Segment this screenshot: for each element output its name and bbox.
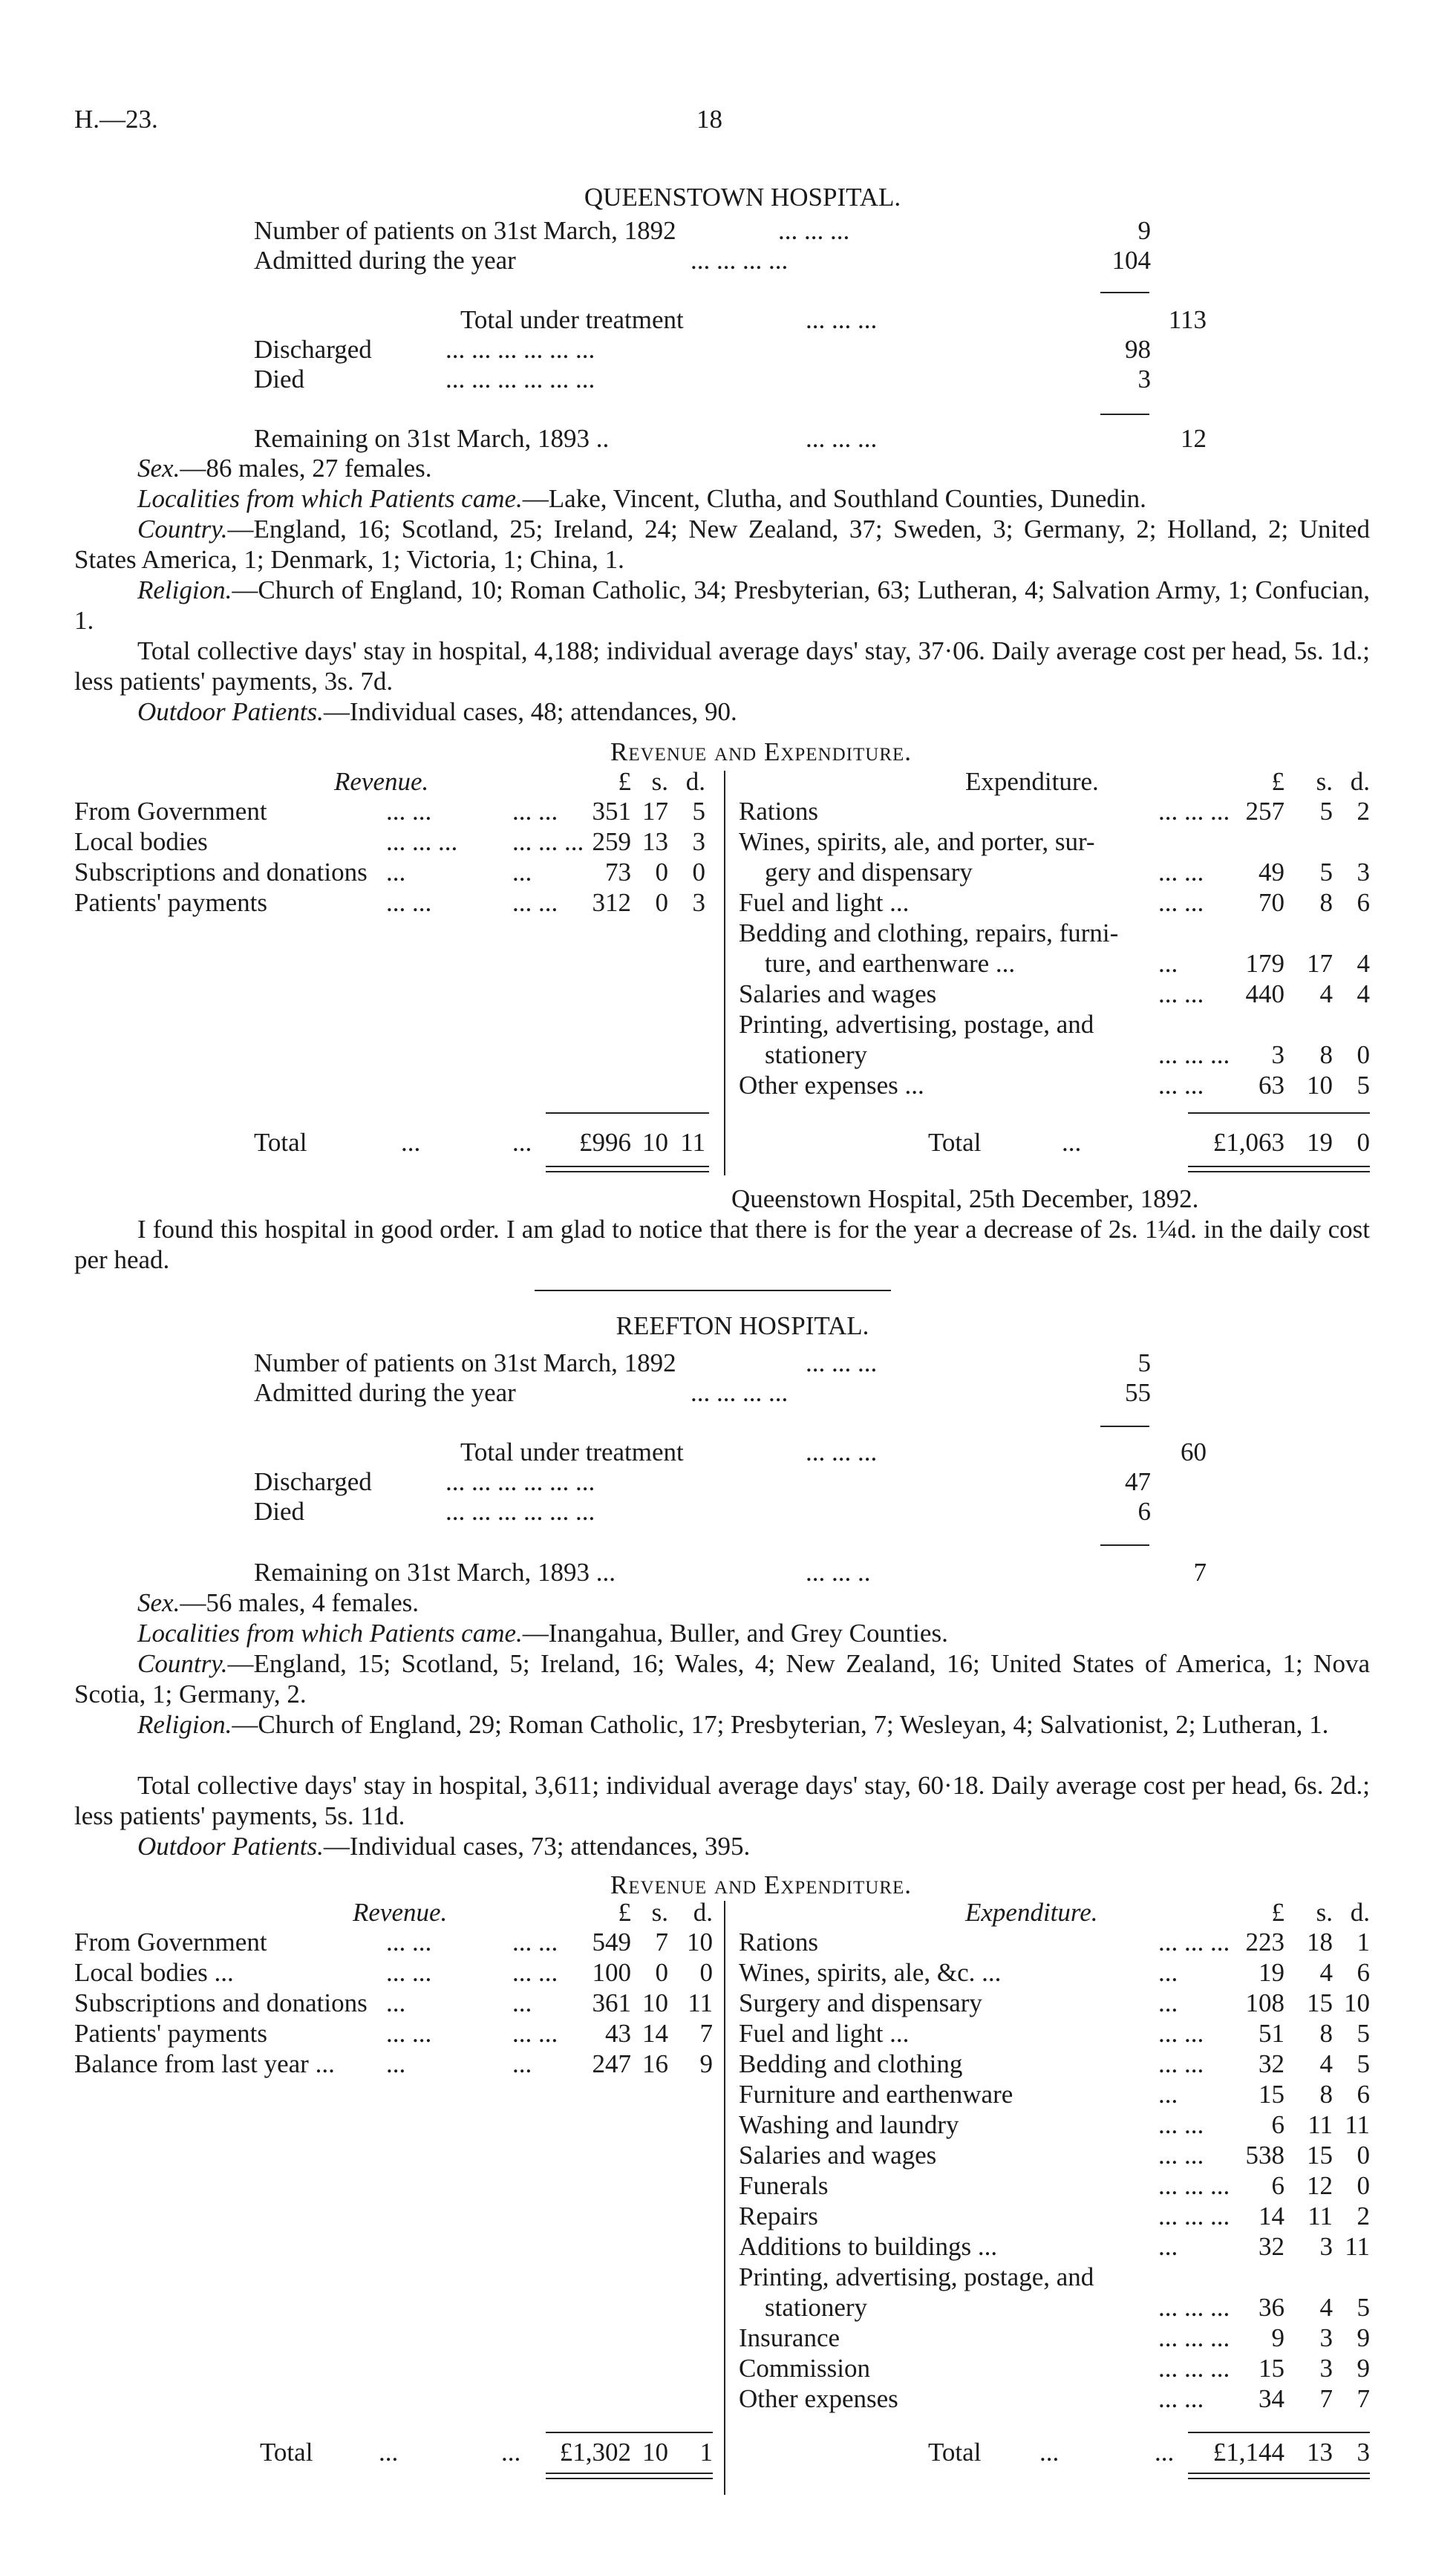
expenditure-item-pounds: 70 [1259, 888, 1284, 917]
expenditure-item-pence: 1 [1357, 1928, 1370, 1957]
expenditure-item-label: Printing, advertising, postage, and [739, 1010, 1094, 1039]
revenue-item-pence: 3 [692, 827, 705, 856]
expenditure-item-leader: ... ... [1158, 2049, 1204, 2078]
expenditure-item-shillings: 3 [1319, 2232, 1333, 2261]
col-shillings: s. [651, 767, 668, 796]
expenditure-item-pounds: 15 [1259, 2080, 1284, 2109]
stat-leader: ... ... ... ... ... ... [445, 1497, 595, 1526]
double-rule [546, 2473, 713, 2479]
expenditure-item-shillings: 18 [1307, 1928, 1333, 1957]
expenditure-item-pounds: 32 [1259, 2232, 1284, 2261]
expenditure-item-shillings: 15 [1307, 2141, 1333, 2170]
revenue-item-shillings: 10 [642, 1988, 668, 2017]
expenditure-item-leader: ... ... [1158, 2141, 1204, 2170]
revenue-item-leader: ... [386, 858, 406, 887]
col-pence: d. [693, 1898, 713, 1927]
revenue-item-pence: 5 [692, 797, 705, 826]
expenditure-item-label: Wines, spirits, ale, and porter, sur- [739, 827, 1095, 856]
stat-label: Remaining on 31st March, 1893 ... [254, 1558, 616, 1587]
expenditure-item-shillings: 17 [1307, 949, 1333, 978]
total-leader: ... [501, 2438, 521, 2467]
expenditure-item-pence: 5 [1357, 2293, 1370, 2322]
expenditure-item-leader: ... ... ... [1158, 797, 1230, 826]
revenue-item-label: Subscriptions and donations [74, 858, 368, 887]
stat-label: Number of patients on 31st March, 1892 [254, 216, 676, 245]
expenditure-item-label: Additions to buildings ... [739, 2232, 998, 2261]
expenditure-item-label: stationery [765, 1040, 868, 1069]
total-label: Total [928, 2438, 982, 2467]
stat-label: Admitted during the year [254, 246, 516, 275]
expenditure-item-leader: ... ... ... [1158, 2202, 1230, 2230]
expenditure-item-label: Salaries and wages [739, 2141, 937, 2170]
revenue-total-pounds: £1,302 [559, 2438, 631, 2467]
stat-label: Total under treatment [460, 305, 684, 334]
revenue-item-label: Local bodies ... [74, 1958, 234, 1987]
expenditure-item-shillings: 8 [1319, 2019, 1333, 2048]
expenditure-item-leader: ... ... [1158, 2384, 1204, 2413]
expenditure-item-leader: ... ... ... [1158, 2323, 1230, 2352]
stat-leader: ... ... ... [806, 1348, 878, 1377]
expenditure-item-leader: ... ... [1158, 979, 1204, 1008]
col-pounds: £ [1271, 1898, 1284, 1927]
revenue-item-leader: ... ... [386, 797, 432, 826]
expenditure-item-shillings: 11 [1308, 2110, 1333, 2139]
stat-value: 7 [1193, 1558, 1207, 1587]
expenditure-item-pence: 9 [1357, 2323, 1370, 2352]
expenditure-item-leader: ... ... [1158, 2110, 1204, 2139]
expenditure-item-pounds: 34 [1259, 2384, 1284, 2413]
col-pence: d. [685, 767, 705, 796]
revenue-item-label: From Government [74, 797, 267, 826]
revenue-total-shillings: 10 [642, 2438, 668, 2467]
total-rule [546, 1112, 709, 1114]
total-leader: ... [401, 1128, 421, 1157]
expenditure-item-pounds: 6 [1271, 2171, 1284, 2200]
expenditure-item-label: Furniture and earthenware [739, 2080, 1013, 2109]
revenue-item-leader: ... [386, 1988, 406, 2017]
revenue-item-pence: 11 [688, 1988, 713, 2017]
stat-leader: ... ... ... [806, 305, 878, 334]
stat-label: Discharged [254, 335, 372, 364]
expenditure-item-leader: ... [1158, 2080, 1178, 2109]
stat-leader: ... ... ... ... [691, 1378, 789, 1407]
expenditure-item-shillings: 3 [1319, 2323, 1333, 2352]
expenditure-item-label: Fuel and light ... [739, 2019, 910, 2048]
total-rule [1188, 2432, 1370, 2433]
doc-code: H.—23. [74, 105, 158, 134]
expenditure-item-pounds: 49 [1259, 858, 1284, 887]
stat-value: 9 [1137, 216, 1151, 245]
expenditure-item-label: Bedding and clothing, repairs, furni- [739, 918, 1119, 947]
stat-value: 3 [1137, 365, 1151, 394]
expenditure-item-shillings: 5 [1319, 797, 1333, 826]
stat-value: 5 [1137, 1348, 1151, 1377]
double-rule [1188, 1166, 1370, 1172]
expenditure-item-label: Commission [739, 2354, 870, 2383]
expenditure-item-leader: ... ... ... [1158, 2354, 1230, 2383]
expenditure-item-leader: ... [1158, 1958, 1178, 1987]
expenditure-item-pounds: 3 [1271, 1040, 1284, 1069]
expenditure-item-pounds: 32 [1259, 2049, 1284, 2078]
expenditure-item-pence: 0 [1357, 2171, 1370, 2200]
revenue-item-leader: ... ... [512, 888, 558, 917]
revenue-item-label: Subscriptions and donations [74, 1988, 368, 2017]
expenditure-item-pence: 0 [1357, 2141, 1370, 2170]
revenue-item-leader: ... [386, 2049, 406, 2078]
revenue-item-leader: ... ... ... [512, 827, 584, 856]
total-rule [546, 2432, 713, 2433]
revenue-item-leader: ... ... [512, 2019, 558, 2048]
revenue-item-pounds: 100 [592, 1958, 631, 1987]
expenditure-item-shillings: 3 [1319, 2354, 1333, 2383]
stat-leader: ... ... .. [806, 1558, 871, 1587]
expenditure-item-label: Rations [739, 797, 818, 826]
expenditure-item-label: stationery [765, 2293, 868, 2322]
column-divider [724, 1901, 725, 2495]
expenditure-heading: Expenditure. [965, 1898, 1098, 1927]
revenue-item-leader: ... ... [386, 1928, 432, 1957]
revenue-item-pounds: 361 [592, 1988, 631, 2017]
total-leader: ... [512, 1128, 532, 1157]
expenditure-item-pounds: 6 [1271, 2110, 1284, 2139]
revenue-total-pence: 11 [680, 1128, 705, 1157]
signature-line: Queenstown Hospital, 25th December, 1892. [731, 1184, 1199, 1213]
expenditure-total-shillings: 19 [1307, 1128, 1333, 1157]
sex-line: Sex.—86 males, 27 females. [137, 454, 432, 483]
expenditure-item-shillings: 8 [1319, 888, 1333, 917]
expenditure-item-pounds: 19 [1259, 1958, 1284, 1987]
localities-line: Localities from which Patients came.—Inangahua, Buller, and Grey Counties. [137, 1619, 948, 1648]
revenue-heading: Revenue. [353, 1898, 448, 1927]
expenditure-item-pence: 3 [1357, 858, 1370, 887]
expenditure-item-shillings: 4 [1319, 2293, 1333, 2322]
revenue-item-leader: ... ... [386, 1958, 432, 1987]
page-number: 18 [696, 105, 722, 134]
revenue-item-leader: ... ... [512, 1928, 558, 1957]
stat-label: Total under treatment [460, 1437, 684, 1466]
section-title: QUEENSTOWN HOSPITAL. [584, 183, 901, 212]
country-paragraph: Country.—England, 16; Scotland, 25; Ireland, 24; New Zealand, 37; Sweden, 3; Germany, 2; Holland, 2; United States America, 1; Denmark, 1; Victoria, 1; China, 1. [74, 515, 1370, 574]
expenditure-heading: Expenditure. [965, 767, 1099, 796]
stat-leader: ... ... ... ... ... ... [445, 335, 595, 364]
expenditure-item-pounds: 14 [1259, 2202, 1284, 2230]
expenditure-item-pence: 11 [1345, 2110, 1370, 2139]
expenditure-item-shillings: 10 [1307, 1071, 1333, 1100]
revenue-item-leader: ... [512, 2049, 532, 2078]
expenditure-item-label: gery and dispensary [765, 858, 973, 887]
column-divider [724, 771, 725, 1175]
expenditure-item-leader: ... ... [1158, 888, 1204, 917]
col-shillings: s. [651, 1898, 668, 1927]
revenue-item-leader: ... ... [512, 797, 558, 826]
revenue-item-label: Local bodies [74, 827, 208, 856]
stat-label: Admitted during the year [254, 1378, 516, 1407]
revenue-item-label: Patients' payments [74, 2019, 268, 2048]
religion-paragraph: Religion.—Church of England, 10; Roman Catholic, 34; Presbyterian, 63; Lutheran, 4; Salvation Army, 1; Confucian, 1. [74, 575, 1370, 635]
col-shillings: s. [1316, 1898, 1333, 1927]
stat-leader: ... ... ... ... ... ... [445, 1467, 595, 1496]
expenditure-item-pounds: 51 [1259, 2019, 1284, 2048]
religion-paragraph: Religion.—Church of England, 29; Roman Catholic, 17; Presbyterian, 7; Wesleyan, 4; Salvationist, 2; Lutheran, 1. [137, 1710, 1329, 1739]
stat-value: 113 [1168, 305, 1207, 334]
revenue-item-pounds: 312 [592, 888, 631, 917]
stat-label: Number of patients on 31st March, 1892 [254, 1348, 676, 1377]
revenue-total-pounds: £996 [579, 1128, 631, 1157]
expenditure-item-pounds: 9 [1271, 2323, 1284, 2352]
revenue-item-pence: 0 [692, 858, 705, 887]
expenditure-item-pence: 0 [1357, 1040, 1370, 1069]
revenue-item-leader: ... ... [386, 888, 432, 917]
expenditure-item-pounds: 36 [1259, 2293, 1284, 2322]
expenditure-item-label: Fuel and light ... [739, 888, 910, 917]
expenditure-item-label: Bedding and clothing [739, 2049, 963, 2078]
sex-line: Sex.—56 males, 4 females. [137, 1588, 420, 1617]
total-leader: ... [1155, 2438, 1175, 2467]
revenue-item-shillings: 13 [642, 827, 668, 856]
stat-leader: ... ... ... [806, 424, 878, 453]
stat-leader: ... ... ... [778, 216, 850, 245]
stat-value: 12 [1181, 424, 1207, 453]
total-label: Total [260, 2438, 313, 2467]
expenditure-item-pence: 9 [1357, 2354, 1370, 2383]
expenditure-item-pounds: 538 [1245, 2141, 1284, 2170]
col-pounds: £ [618, 1898, 631, 1927]
expenditure-item-leader: ... ... ... [1158, 1040, 1230, 1069]
stat-leader: ... ... ... ... ... ... [445, 365, 595, 394]
expenditure-item-label: Wines, spirits, ale, &c. ... [739, 1958, 1002, 1987]
expenditure-item-leader: ... ... ... [1158, 2171, 1230, 2200]
expenditure-item-pence: 2 [1357, 797, 1370, 826]
expenditure-item-leader: ... [1158, 1988, 1178, 2017]
section-separator [535, 1290, 891, 1291]
expenditure-item-label: Rations [739, 1928, 818, 1957]
days-paragraph: Total collective days' stay in hospital, 3,611; individual average days' stay, 60·18. Daily average cost per head, 6s. 2d.; less patients' payments, 5s. 11d. [74, 1771, 1370, 1830]
expenditure-item-pounds: 179 [1245, 949, 1284, 978]
expenditure-item-label: Salaries and wages [739, 979, 937, 1008]
outdoor-line: Outdoor Patients.—Individual cases, 73; attendances, 395. [137, 1832, 751, 1861]
sum-rule [1100, 292, 1149, 293]
expenditure-total-pence: 0 [1357, 1128, 1370, 1157]
expenditure-item-label: Repairs [739, 2202, 818, 2230]
total-label: Total [254, 1128, 307, 1157]
sum-rule [1100, 414, 1149, 415]
stat-leader: ... ... ... [806, 1437, 878, 1466]
revenue-item-pence: 10 [687, 1928, 713, 1957]
sum-rule [1100, 1544, 1149, 1546]
col-pounds: £ [618, 767, 631, 796]
expenditure-item-label: ture, and earthenware ... [765, 949, 1016, 978]
expenditure-item-shillings: 4 [1319, 2049, 1333, 2078]
expenditure-item-shillings: 15 [1307, 1988, 1333, 2017]
expenditure-item-shillings: 8 [1319, 2080, 1333, 2109]
expenditure-item-shillings: 11 [1308, 2202, 1333, 2230]
revenue-item-pounds: 73 [605, 858, 631, 887]
expenditure-item-leader: ... ... ... [1158, 1928, 1230, 1957]
revenue-item-label: Patients' payments [74, 888, 268, 917]
col-pounds: £ [1271, 767, 1284, 796]
expenditure-item-pounds: 257 [1245, 797, 1284, 826]
revenue-item-shillings: 7 [655, 1928, 668, 1957]
expenditure-item-pence: 5 [1357, 1071, 1370, 1100]
total-leader: ... [1039, 2438, 1060, 2467]
revenue-item-shillings: 0 [655, 888, 668, 917]
expenditure-item-leader: ... [1158, 949, 1178, 978]
stat-value: 55 [1125, 1378, 1151, 1407]
stat-label: Discharged [254, 1467, 372, 1496]
expenditure-item-leader: ... ... [1158, 858, 1204, 887]
expenditure-item-leader: ... ... ... [1158, 2293, 1230, 2322]
revenue-item-pence: 0 [699, 1958, 713, 1987]
total-rule [1188, 1112, 1370, 1114]
expenditure-item-pence: 4 [1357, 949, 1370, 978]
stat-value: 6 [1137, 1497, 1151, 1526]
expenditure-item-pence: 11 [1345, 2232, 1370, 2261]
expenditure-item-pounds: 440 [1245, 979, 1284, 1008]
revenue-item-label: From Government [74, 1928, 267, 1957]
revenue-total-pence: 1 [699, 2438, 713, 2467]
expenditure-item-pence: 2 [1357, 2202, 1370, 2230]
revenue-item-leader: ... [512, 858, 532, 887]
expenditure-item-label: Other expenses [739, 2384, 898, 2413]
expenditure-item-label: Other expenses ... [739, 1071, 924, 1100]
expenditure-item-shillings: 8 [1319, 1040, 1333, 1069]
expenditure-item-label: Funerals [739, 2171, 829, 2200]
col-pence: d. [1350, 1898, 1370, 1927]
rev-exp-title: Revenue and Expenditure. [610, 1870, 913, 1899]
days-paragraph: Total collective days' stay in hospital, 4,188; individual average days' stay, 37·06. Daily average cost per head, 5s. 1d.; less patients' payments, 3s. 7d. [74, 636, 1370, 696]
stat-value: 98 [1125, 335, 1151, 364]
expenditure-item-pounds: 223 [1245, 1928, 1284, 1957]
expenditure-item-pounds: 108 [1245, 1988, 1284, 2017]
expenditure-item-pounds: 15 [1259, 2354, 1284, 2383]
expenditure-total-pounds: £1,063 [1212, 1128, 1284, 1157]
expenditure-item-shillings: 4 [1319, 979, 1333, 1008]
revenue-item-leader: ... ... [512, 1958, 558, 1987]
revenue-item-pounds: 43 [605, 2019, 631, 2048]
revenue-item-pence: 9 [699, 2049, 713, 2078]
revenue-item-pounds: 259 [592, 827, 631, 856]
stat-label: Died [254, 1497, 305, 1526]
stat-value: 47 [1125, 1467, 1151, 1496]
expenditure-item-leader: ... ... [1158, 2019, 1204, 2048]
expenditure-total-pence: 3 [1357, 2438, 1370, 2467]
expenditure-item-label: Washing and laundry [739, 2110, 959, 2139]
country-paragraph: Country.—England, 15; Scotland, 5; Ireland, 16; Wales, 4; New Zealand, 16; United States of America, 1; Nova Scotia, 1; Germany, 2. [74, 1649, 1370, 1709]
expenditure-total-pounds: £1,144 [1212, 2438, 1284, 2467]
col-pence: d. [1350, 767, 1370, 796]
double-rule [1188, 2473, 1370, 2479]
expenditure-item-leader: ... ... [1158, 1071, 1204, 1100]
revenue-item-shillings: 16 [642, 2049, 668, 2078]
remark-paragraph: I found this hospital in good order. I am glad to notice that there is for the year a decrease of 2s. 1¼d. in the daily cost per head. [74, 1215, 1370, 1274]
expenditure-item-label: Surgery and dispensary [739, 1988, 982, 2017]
revenue-heading: Revenue. [334, 767, 429, 796]
expenditure-item-pence: 6 [1357, 1958, 1370, 1987]
expenditure-item-shillings: 5 [1319, 858, 1333, 887]
outdoor-line: Outdoor Patients.—Individual cases, 48; attendances, 90. [137, 697, 737, 726]
expenditure-item-shillings: 7 [1319, 2384, 1333, 2413]
stat-label: Remaining on 31st March, 1893 .. [254, 424, 610, 453]
revenue-item-pounds: 351 [592, 797, 631, 826]
expenditure-item-pence: 5 [1357, 2049, 1370, 2078]
expenditure-item-pence: 6 [1357, 888, 1370, 917]
revenue-item-pence: 7 [699, 2019, 713, 2048]
expenditure-item-label: Printing, advertising, postage, and [739, 2262, 1094, 2291]
sum-rule [1100, 1426, 1149, 1427]
section-title: REEFTON HOSPITAL. [616, 1311, 869, 1340]
revenue-item-shillings: 17 [642, 797, 668, 826]
expenditure-item-pence: 5 [1357, 2019, 1370, 2048]
revenue-item-leader: ... ... [386, 2019, 432, 2048]
stat-value: 104 [1111, 246, 1151, 275]
revenue-item-pence: 3 [692, 888, 705, 917]
expenditure-item-pence: 6 [1357, 2080, 1370, 2109]
rev-exp-title: Revenue and Expenditure. [610, 737, 913, 766]
expenditure-item-leader: ... [1158, 2232, 1178, 2261]
expenditure-item-shillings: 4 [1319, 1958, 1333, 1987]
revenue-item-shillings: 0 [655, 858, 668, 887]
revenue-item-shillings: 0 [655, 1958, 668, 1987]
revenue-item-label: Balance from last year ... [74, 2049, 335, 2078]
col-shillings: s. [1316, 767, 1333, 796]
expenditure-item-pence: 4 [1357, 979, 1370, 1008]
total-label: Total [928, 1128, 982, 1157]
revenue-item-pounds: 247 [592, 2049, 631, 2078]
expenditure-total-shillings: 13 [1307, 2438, 1333, 2467]
expenditure-item-label: Insurance [739, 2323, 840, 2352]
revenue-item-shillings: 14 [642, 2019, 668, 2048]
revenue-item-leader: ... [512, 1988, 532, 2017]
stat-leader: ... ... ... ... [691, 246, 789, 275]
total-leader: ... [1062, 1128, 1082, 1157]
expenditure-item-pence: 10 [1344, 1988, 1370, 2017]
localities-line: Localities from which Patients came.—Lake, Vincent, Clutha, and Southland Counties, Dunedin. [137, 484, 1146, 513]
revenue-item-leader: ... ... ... [386, 827, 458, 856]
stat-value: 60 [1181, 1437, 1207, 1466]
double-rule [546, 1166, 709, 1172]
expenditure-item-shillings: 12 [1307, 2171, 1333, 2200]
stat-label: Died [254, 365, 305, 394]
revenue-item-pounds: 549 [592, 1928, 631, 1957]
revenue-total-shillings: 10 [642, 1128, 668, 1157]
total-leader: ... [379, 2438, 399, 2467]
expenditure-item-pence: 7 [1357, 2384, 1370, 2413]
expenditure-item-pounds: 63 [1259, 1071, 1284, 1100]
